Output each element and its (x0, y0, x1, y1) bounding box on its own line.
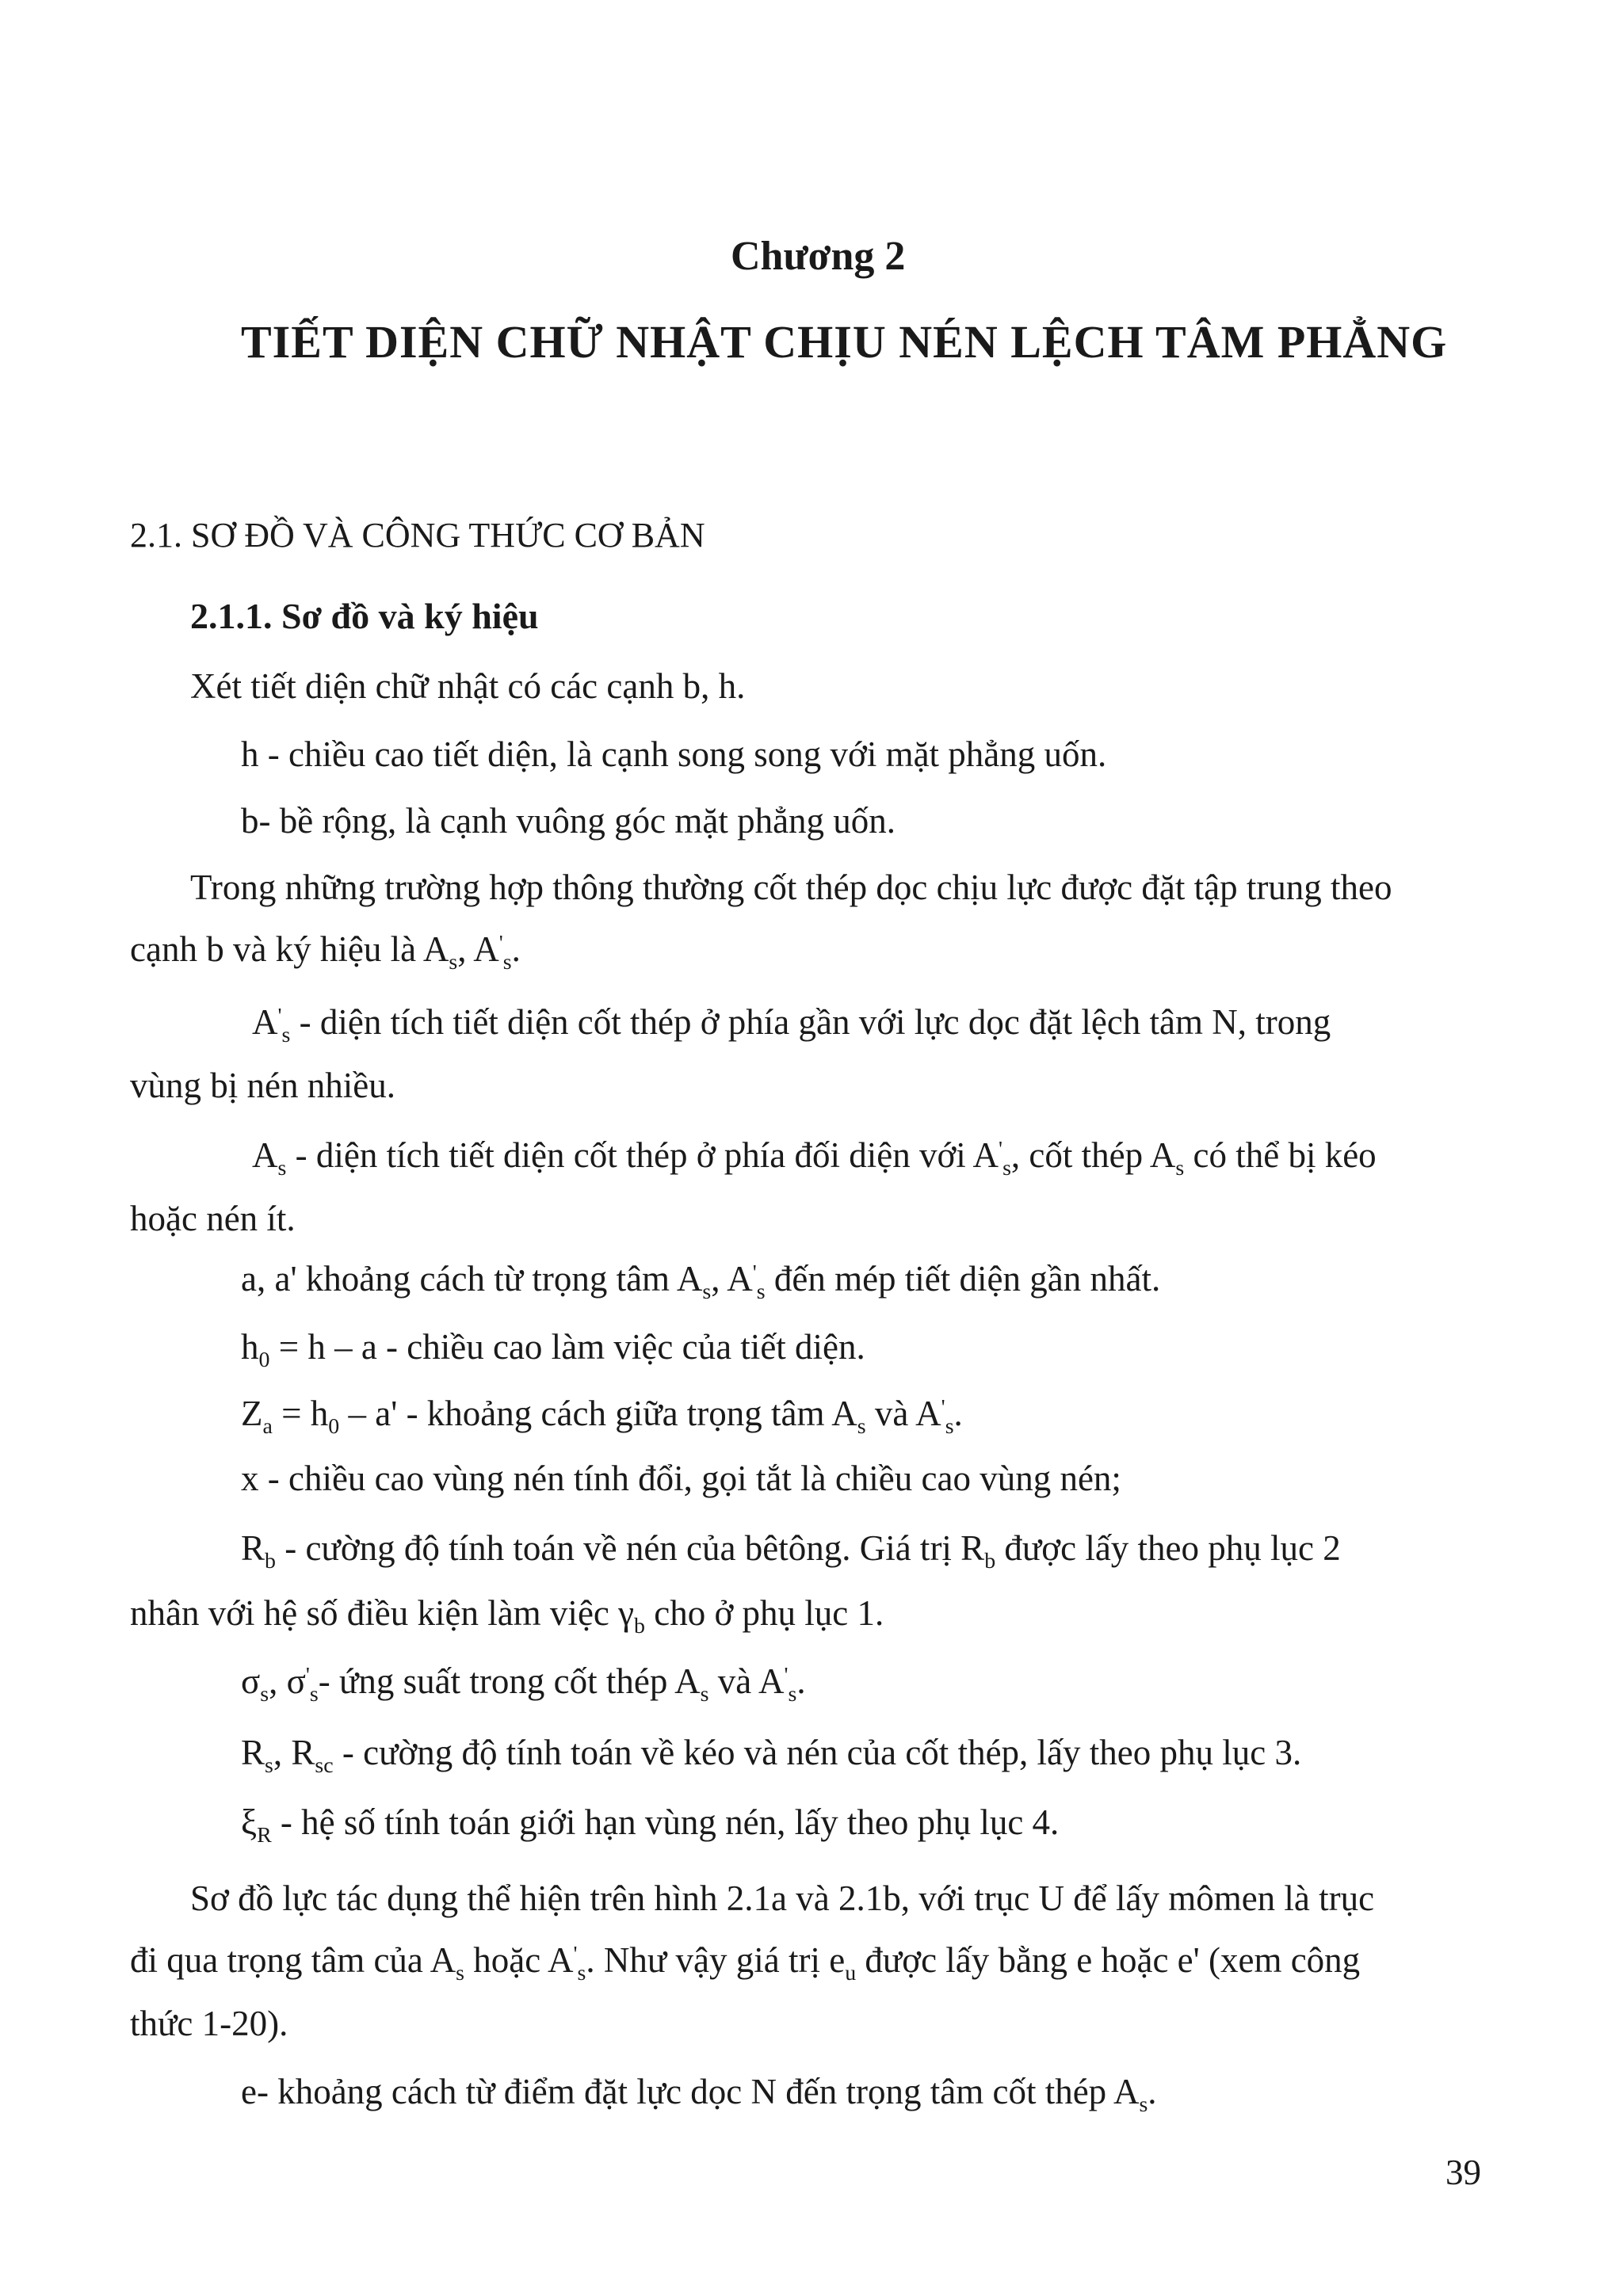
chapter-title: TIẾT DIỆN CHỮ NHẬT CHỊU NÉN LỆCH TÂM PHẲNG (241, 316, 1448, 368)
chapter-heading: Chương 2 (731, 234, 906, 279)
subsection-heading: 2.1.1. Sơ đồ và ký hiệu (190, 596, 539, 636)
paragraph-line: $\xi_R$ - hệ số tính toán giới hạn vùng nén, lấy theo phụ lục 4. (241, 1802, 1060, 1848)
paragraph-line: vùng bị nén nhiều. (130, 1066, 395, 1105)
paragraph-line: đi qua trọng tâm của $A_s$ hoặc $A'_s$. Như vậy giá trị $e_u$ được lấy bằng e hoặc e' (xem công (130, 1940, 1361, 1985)
paragraph-line: hoặc nén ít. (130, 1199, 296, 1238)
paragraph-line: $Z_a = h_0 - a'$ - khoảng cách giữa trọng tâm $A_s$ và $A'_s$. (241, 1394, 963, 1439)
paragraph-line: $R_b$ - cường độ tính toán về nén của bêtông. Giá trị $R_b$ được lấy theo phụ lục 2 (241, 1528, 1341, 1573)
paragraph-line: $A_s$ - diện tích tiết diện cốt thép ở phía đối diện với $A'_s$, cốt thép $A_s$ có thể bị kéo (252, 1135, 1377, 1180)
paragraph-line: e- khoảng cách từ điểm đặt lực dọc N đến trọng tâm cốt thép $A_s$. (241, 2072, 1157, 2117)
paragraph-line: Xét tiết diện chữ nhật có các cạnh b, h. (190, 666, 746, 706)
paragraph-line: $R_s$, $R_{sc}$ - cường độ tính toán về kéo và nén của cốt thép, lấy theo phụ lục 3. (241, 1733, 1302, 1778)
paragraph-line: a, a' khoảng cách từ trọng tâm $A_s$, $A'_s$ đến mép tiết diện gần nhất. (241, 1259, 1161, 1304)
paragraph-line: $\sigma_s$, $\sigma'_s-$ ứng suất trong cốt thép $A_s$ và $A'_s$. (241, 1661, 806, 1707)
paragraph-line: nhân với hệ số điều kiện làm việc $\gamma_b$ cho ở phụ lục 1. (130, 1593, 884, 1638)
section-heading: 2.1. SƠ ĐỒ VÀ CÔNG THỨC CƠ BẢN (130, 516, 705, 555)
paragraph-line: $A'_s$ - diện tích tiết diện cốt thép ở phía gần với lực dọc đặt lệch tâm N, trong (252, 1002, 1331, 1047)
paragraph-line: $h_0 = h - a$ - chiều cao làm việc của tiết diện. (241, 1327, 865, 1372)
paragraph-line: x - chiều cao vùng nén tính đổi, gọi tắt là chiều cao vùng nén; (241, 1459, 1121, 1498)
paragraph-line: thức 1-20). (130, 2004, 288, 2043)
paragraph-line: cạnh b và ký hiệu là $A_s$, $A'_s$. (130, 929, 521, 974)
page-number: 39 (1445, 2153, 1481, 2192)
paragraph-line: Sơ đồ lực tác dụng thể hiện trên hình 2.1a và 2.1b, với trục U để lấy mômen là trục (190, 1878, 1375, 1918)
paragraph-line: Trong những trường hợp thông thường cốt thép dọc chịu lực được đặt tập trung theo (190, 868, 1392, 907)
paragraph-line: h - chiều cao tiết diện, là cạnh song song với mặt phẳng uốn. (241, 734, 1107, 774)
paragraph-line: b- bề rộng, là cạnh vuông góc mặt phẳng uốn. (241, 801, 896, 841)
